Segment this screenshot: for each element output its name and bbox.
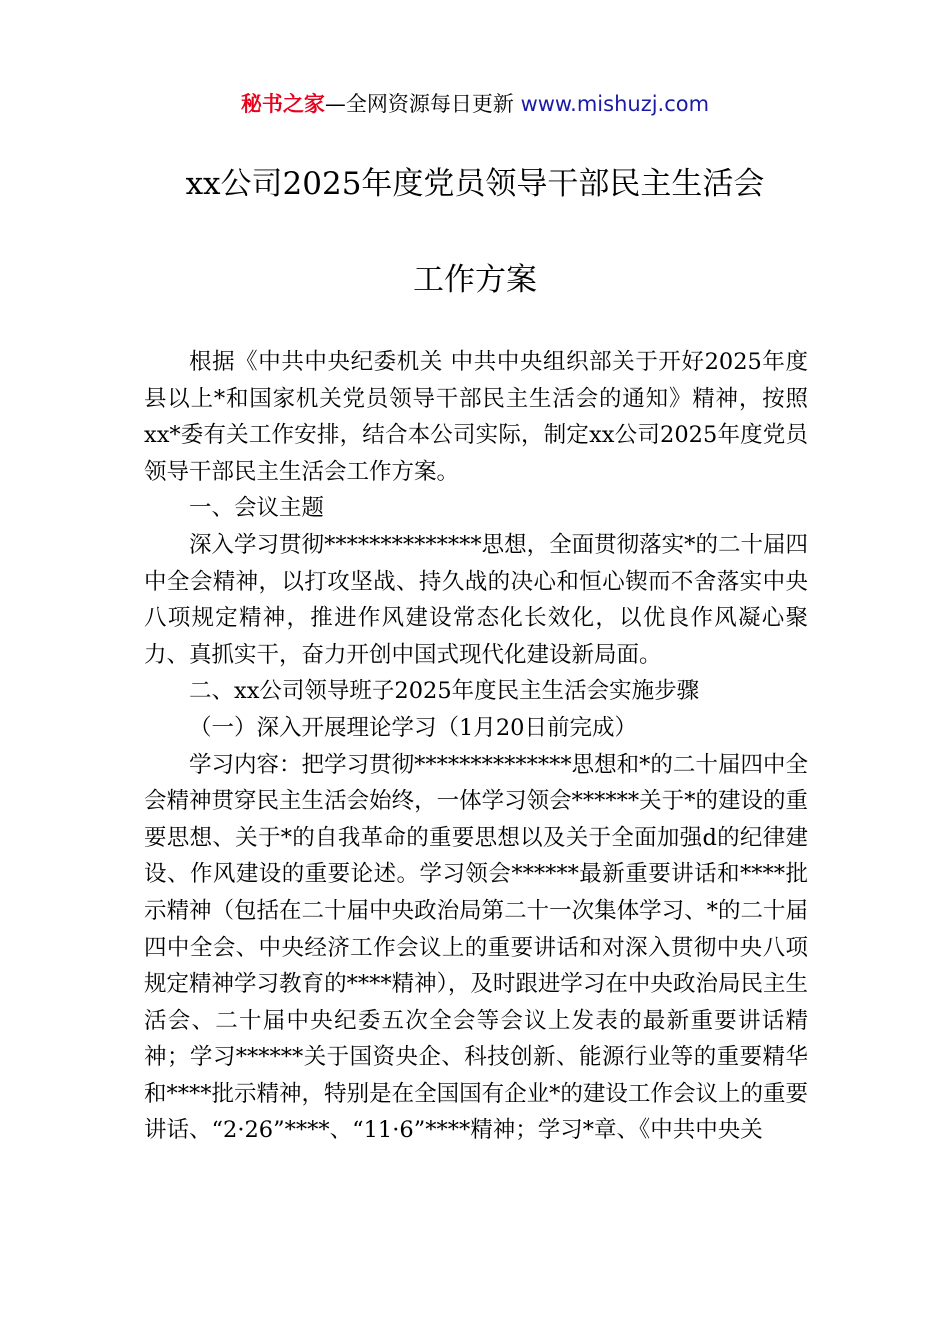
document-title-line-2: 工作方案 — [413, 262, 537, 298]
site-tagline: —全网资源每日更新 — [324, 92, 521, 116]
site-header — [0, 88, 950, 120]
theme-paragraph: 深入学习贯彻**************思想，全面贯彻落实*的二十届四中全会精神，以打攻坚战、持久战的决心和恒心锲而不舍落实中央八项规定精神，推进作风建设常态化长效化，以优良作风凝心聚力、真抓实干，奋力开创中国式现代化建设新局面。 — [144, 531, 808, 668]
site-brand: 秘书之家 — [240, 92, 325, 116]
site-url-link[interactable]: www.mishuzj.com — [520, 92, 710, 116]
study-content-paragraph: 学习内容：把学习贯彻**************思想和*的二十届四中全会精神贯穿民主生活会始终，一体学习领会******关于*的建设的重要思想、关于*的自我革命的重要思想以及关于全面加强d的纪律建设、作风建设的重要论述。学习领会******最新重要讲话和****批示精神（包括在二十届中央政治局第二十一次集体学习、*的二十届四中全会、中央经济工作会议上的重要讲话和对深入贯彻中央八项规定精神学习教育的****精神），及时跟进学习在中央政治局民主生活会、二十届中央纪委五次全会等会议上发表的最新重要讲话精神；学习******关于国资央企、科技创新、能源行业等的重要精华和****批示精神，特别是在全国国有企业*的建设工作会议上的重要讲话、“2·26”****、“11·6”****精神；学习*章、《中共中央关 — [144, 751, 808, 1144]
section-heading-1: 一、会议主题 — [189, 495, 325, 522]
subsection-heading-1: （一）深入开展理论学习（1月20日前完成） — [189, 714, 637, 741]
document-body — [144, 344, 808, 1149]
intro-paragraph: 根据《中共中央纪委机关 中共中央组织部关于开好2025年度县以上*和国家机关党员领导干部民主生活会的通知》精神，按照xx*委有关工作安排，结合本公司实际，制定xx公司2025年度党员领导干部民主生活会工作方案。 — [144, 349, 808, 485]
section-heading-2: 二、xx公司领导班子2025年度民主生活会实施步骤 — [189, 678, 700, 705]
document-title-line-1: xx公司2025年度党员领导干部民主生活会 — [185, 166, 765, 202]
